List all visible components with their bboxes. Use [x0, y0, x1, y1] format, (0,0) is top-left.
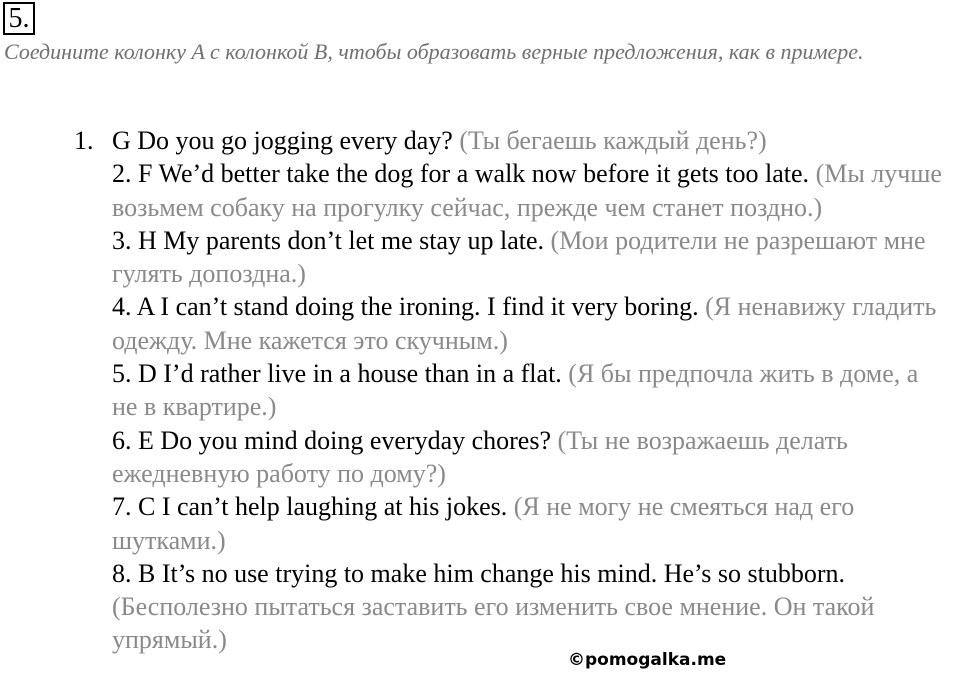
task-instruction: Соедините колонку A с колонкой B, чтобы образовать верные предложения, как в примере.: [4, 39, 864, 64]
answer-english-1: G Do you go jogging every day?: [112, 126, 453, 155]
answer-translation-6: (Ты не возражаешь делать ежедневную работу по дому?): [112, 425, 848, 488]
answer-item-8: [112, 557, 942, 657]
answer-translation-8: (Бесполезно пытаться заставить его изменить свое мнение. Он такой упрямый.): [112, 592, 875, 655]
answer-translation-7: (Я не могу не смеяться над его шутками.): [112, 492, 855, 555]
answer-number-1: 1.: [74, 126, 94, 155]
answer-item-1: [74, 124, 942, 157]
task-number-box: 5.: [3, 2, 35, 35]
site-watermark: ©pomogalka.me: [568, 650, 727, 670]
answer-translation-3: (Мои родители не разрешают мне гулять допоздна.): [112, 225, 926, 289]
answer-item-3: [112, 224, 942, 291]
answer-item-4: [112, 290, 942, 357]
answers-list: [74, 124, 942, 657]
answer-translation-4: (Я ненавижу гладить одежду. Мне кажется это скучным.): [112, 292, 937, 355]
answer-item-5: [112, 357, 942, 424]
answer-translation-2: (Мы лучше возьмем собаку на прогулку сейчас, прежде чем станет поздно.): [112, 159, 942, 222]
answer-english-6: 6. E Do you mind doing everyday chores?: [112, 425, 552, 455]
answer-item-7: [112, 490, 942, 557]
answer-english-8: 8. B It’s no use trying to make him change his mind. He’s so stubborn.: [112, 558, 845, 588]
answer-item-6: [112, 424, 942, 491]
answer-item-2: [112, 157, 942, 224]
answer-english-5: 5. D I’d rather live in a house than in a flat.: [112, 359, 562, 389]
answer-english-7: 7. C I can’t help laughing at his jokes.: [112, 492, 508, 522]
answer-english-3: 3. H My parents don’t let me stay up late.: [112, 225, 545, 255]
answer-translation-5: (Я бы предпочла жить в доме, а не в квартире.): [112, 359, 919, 422]
answer-english-4: 4. A I can’t stand doing the ironing. I find it very boring.: [112, 292, 699, 322]
answer-translation-1: (Ты бегаешь каждый день?): [459, 126, 767, 155]
answer-english-2: 2. F We’d better take the dog for a walk now before it gets too late.: [112, 159, 810, 189]
